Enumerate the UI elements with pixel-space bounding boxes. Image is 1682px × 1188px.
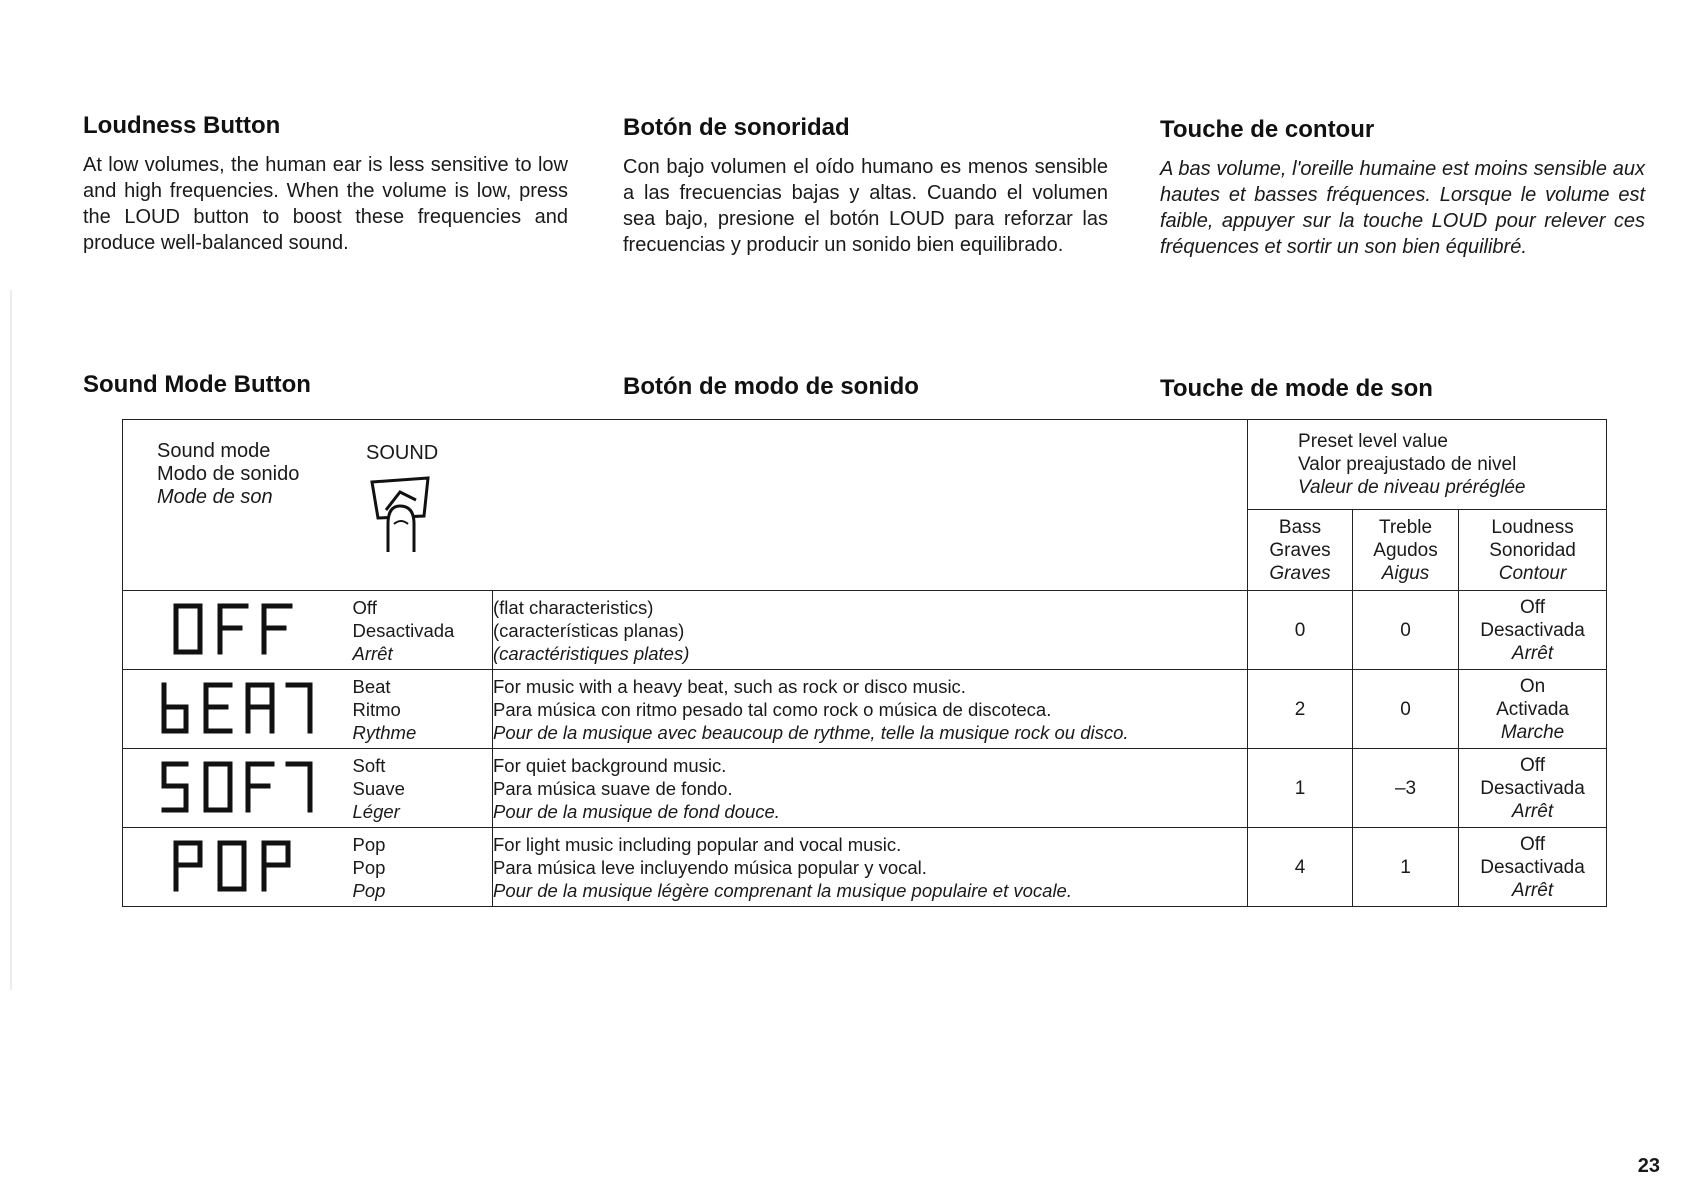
sound-mode-heading-en: Sound Mode Button bbox=[83, 371, 311, 398]
lcd-display-soft bbox=[123, 749, 353, 828]
lcd-soft-icon bbox=[158, 760, 318, 816]
treble-value-beat: 0 bbox=[1353, 670, 1459, 749]
lcd-pop-icon bbox=[168, 839, 308, 895]
mode-name-soft: Soft Suave Léger bbox=[353, 749, 493, 828]
treble-value-off: 0 bbox=[1353, 591, 1459, 670]
mode-desc-pop: For light music including popular and vocal music. Para música leve incluyendo música popular y vocal. Pour de la musique légère comprenant la musique populaire et vocale. bbox=[493, 828, 1248, 907]
sound-mode-label: Sound mode Modo de sonido Mode de son bbox=[157, 440, 300, 508]
table-row-pop bbox=[123, 828, 1607, 907]
lcd-off-icon bbox=[168, 602, 308, 658]
lcd-display-off bbox=[123, 591, 353, 670]
page-number: 23 bbox=[1637, 1155, 1660, 1177]
bass-value-soft: 1 bbox=[1248, 749, 1353, 828]
loudness-value-off: Off Desactivada Arrêt bbox=[1459, 591, 1607, 670]
lcd-display-pop bbox=[123, 828, 353, 907]
treble-value-soft: –3 bbox=[1353, 749, 1459, 828]
preset-label-es: Valor preajustado de nivel bbox=[1298, 454, 1517, 476]
finger-press-icon bbox=[364, 474, 444, 559]
table-row-beat bbox=[123, 670, 1607, 749]
loudness-en-column bbox=[83, 112, 568, 256]
loudness-text-en: At low volumes, the human ear is less sensitive to low and high frequencies. When the volume is low, press the LOUD button to boost these frequencies and produce well-balanced sound. bbox=[83, 154, 568, 254]
loudness-heading-es: Botón de sonoridad bbox=[623, 114, 850, 141]
table-row-off bbox=[123, 591, 1607, 670]
mode-name-off: Off Desactivada Arrêt bbox=[353, 591, 493, 670]
bass-value-pop: 4 bbox=[1248, 828, 1353, 907]
loudness-fr-column bbox=[1160, 116, 1645, 260]
header-mode-cell bbox=[123, 420, 1248, 591]
sound-mode-heading-fr: Touche de mode de son bbox=[1160, 375, 1433, 402]
loudness-value-soft: Off Desactivada Arrêt bbox=[1459, 749, 1607, 828]
mode-desc-soft: For quiet background music. Para música suave de fondo. Pour de la musique de fond douce. bbox=[493, 749, 1248, 828]
loudness-text-fr: A bas volume, l'oreille humaine est moins sensible aux hautes et basses fréquences. Lorsque le volume est faible, appuyer sur la touche LOUD pour relever ces fréquences et sortir un son bien équilibré. bbox=[1160, 158, 1645, 258]
table-header-row bbox=[123, 420, 1607, 510]
page-shadow bbox=[10, 290, 12, 990]
mode-name-pop: Pop Pop Pop bbox=[353, 828, 493, 907]
preset-header-cell bbox=[1248, 420, 1607, 510]
mode-name-beat: Beat Ritmo Rythme bbox=[353, 670, 493, 749]
bass-value-off: 0 bbox=[1248, 591, 1353, 670]
preset-label-en: Preset level value bbox=[1298, 431, 1448, 453]
bass-header: Bass Graves Graves bbox=[1248, 510, 1353, 591]
mode-desc-off: (flat characteristics) (características planas) (caractéristiques plates) bbox=[493, 591, 1248, 670]
loudness-heading-en: Loudness Button bbox=[83, 112, 281, 139]
loudness-header: Loudness Sonoridad Contour bbox=[1459, 510, 1607, 591]
preset-label-fr: Valeur de niveau préréglée bbox=[1298, 477, 1526, 499]
loudness-text-es: Con bajo volumen el oído humano es menos sensible a las frecuencias bajas y altas. Cuando el volumen sea bajo, presione el botón LOUD para reforzar las frecuencias y producir un sonido bien equilibrado. bbox=[623, 156, 1108, 256]
lcd-display-beat bbox=[123, 670, 353, 749]
treble-header: Treble Agudos Aigus bbox=[1353, 510, 1459, 591]
mode-desc-beat: For music with a heavy beat, such as rock or disco music. Para música con ritmo pesado tal como rock o música de discoteca. Pour de la musique avec beaucoup de rythme, telle la musique rock ou disco. bbox=[493, 670, 1248, 749]
loudness-value-beat: On Activada Marche bbox=[1459, 670, 1607, 749]
loudness-es-column bbox=[623, 114, 1108, 258]
table-row-soft bbox=[123, 749, 1607, 828]
lcd-beat-icon bbox=[158, 681, 318, 737]
loudness-heading-fr: Touche de contour bbox=[1160, 116, 1375, 143]
loudness-value-pop: Off Desactivada Arrêt bbox=[1459, 828, 1607, 907]
bass-value-beat: 2 bbox=[1248, 670, 1353, 749]
sound-mode-table bbox=[122, 419, 1607, 907]
sound-button-label: SOUND bbox=[366, 442, 439, 464]
treble-value-pop: 1 bbox=[1353, 828, 1459, 907]
sound-mode-heading-es: Botón de modo de sonido bbox=[623, 373, 919, 400]
